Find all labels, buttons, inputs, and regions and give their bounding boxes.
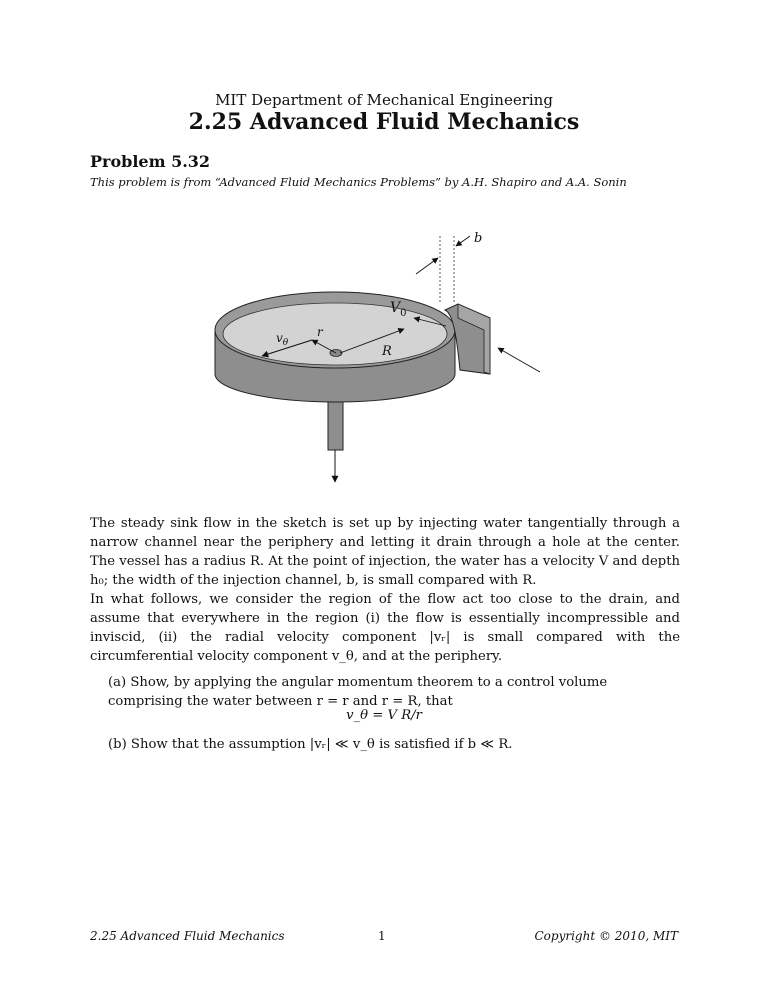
- label-v-theta: $v_\theta$: [276, 331, 289, 348]
- paragraph-assumptions: In what follows, we consider the region of the flow act too close to the drain, and assume that everywhere in the region (i) the flow is essentially incompressible and inviscid, (ii) the radial velocity component |vᵣ| is small compared with the circumferential velocity component v_θ, and at the periphery.: [90, 592, 680, 664]
- problem-title: Problem 5.32: [90, 152, 211, 171]
- b-arrow-left: [416, 258, 438, 274]
- footer-course: 2.25 Advanced Fluid Mechanics: [90, 929, 285, 943]
- vessel-figure: [200, 222, 590, 490]
- department-heading: MIT Department of Mechanical Engineering: [215, 91, 553, 109]
- page-number: 1: [378, 929, 386, 943]
- drain-pipe: [328, 402, 343, 450]
- question-a: (a) Show, by applying the angular momentum theorem to a control volume comprising the water between r = r and r = R, that: [108, 675, 608, 709]
- label-r: r: [317, 325, 323, 339]
- label-V0: $V_0$: [390, 300, 407, 319]
- equation: v_θ = V R/r: [346, 708, 422, 723]
- b-arrow-right: [456, 236, 470, 246]
- course-title: 2.25 Advanced Fluid Mechanics: [188, 109, 580, 135]
- paragraph-setup: The steady sink flow in the sketch is set up by injecting water tangentially through a narrow channel near the periphery and letting it drain through a hole at the center. The vessel has a radius R. At the point of injection, the water has a velocity V and depth h₀; the width of the injection channel, b, is small compared with R.: [90, 516, 680, 588]
- footer-copyright: Copyright © 2010, MIT: [534, 929, 678, 943]
- inflow-arrow: [498, 348, 540, 372]
- question-b: (b) Show that the assumption |vᵣ| ≪ v_θ is satisfied if b ≪ R.: [108, 737, 513, 752]
- label-b: b: [474, 231, 483, 246]
- label-R: R: [382, 344, 392, 359]
- problem-source: This problem is from “Advanced Fluid Mechanics Problems” by A.H. Shapiro and A.A. Sonin: [90, 175, 627, 189]
